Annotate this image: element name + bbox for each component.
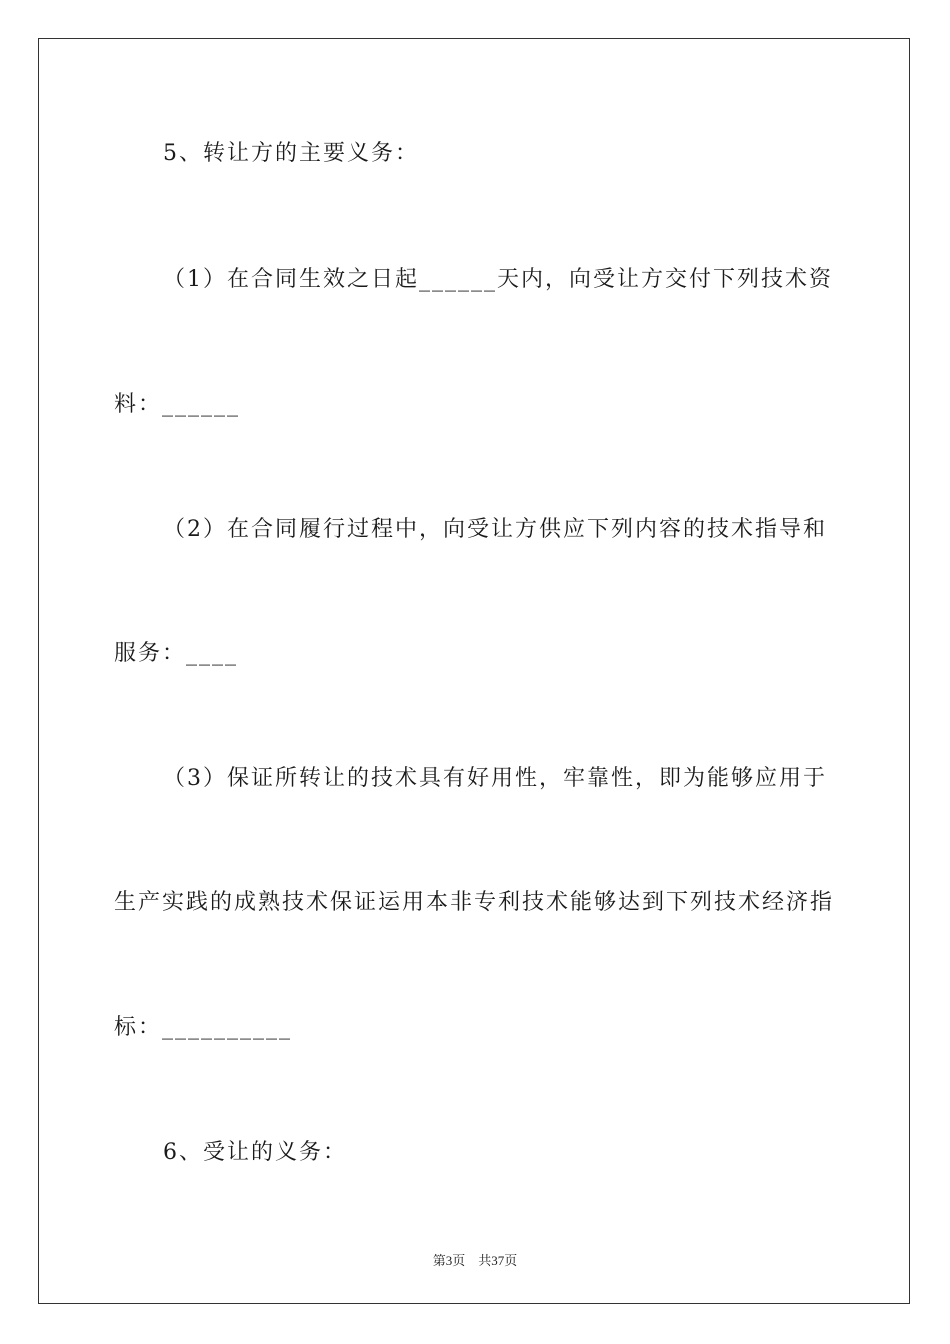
paragraph-line: 生产实践的成熟技术保证运用本非专利技术能够达到下列技术经济指 [114,890,835,915]
section-heading-transferee-obligations: 6、受让的义务： [163,1140,347,1165]
paragraph-line: （2）在合同履行过程中，向受让方供应下列内容的技术指导和 [163,517,827,542]
paragraph-line: （1）在合同生效之日起______天内，向受让方交付下列技术资 [163,267,833,292]
paragraph-line: 标：__________ [114,1015,293,1040]
paragraph-line: （3）保证所转让的技术具有好用性，牢靠性，即为能够应用于 [163,766,827,791]
page-footer: 第3页 共37页 [432,1253,518,1268]
paragraph-line: 料：______ [114,392,241,417]
section-heading-transferor-obligations: 5、转让方的主要义务： [163,141,419,166]
page-border [38,38,910,1304]
paragraph-line: 服务：____ [114,641,239,666]
